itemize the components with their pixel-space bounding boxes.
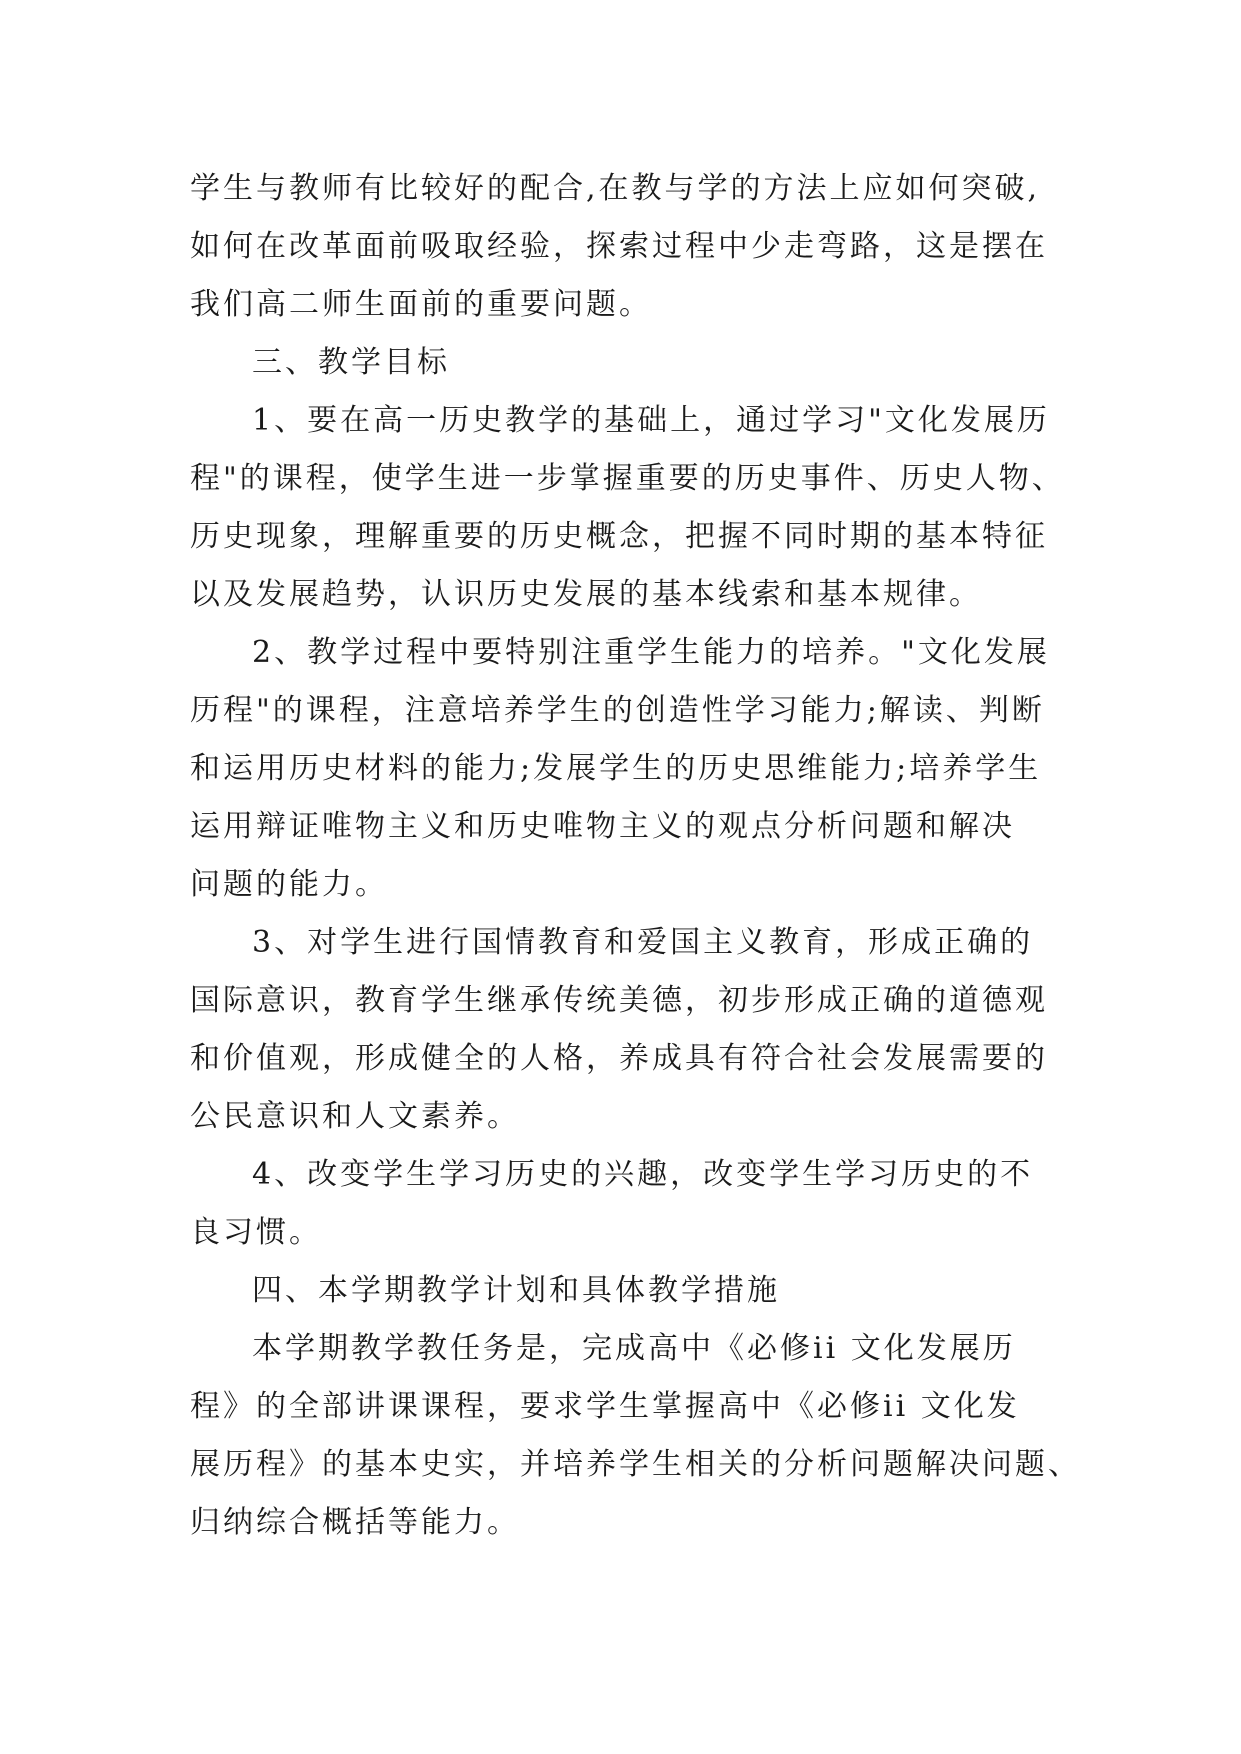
- text-line: 良习惯。: [190, 1215, 322, 1250]
- text-line: 和价值观，形成健全的人格，养成具有符合社会发展需要的: [190, 1041, 1048, 1076]
- text-line: 运用辩证唯物主义和历史唯物主义的观点分析问题和解决: [190, 809, 1015, 844]
- goal-3-first-line: 3、对学生进行国情教育和爱国主义教育，形成正确的: [252, 925, 1034, 960]
- goal-4-first-line: 4、改变学生学习历史的兴趣，改变学生学习历史的不: [252, 1157, 1034, 1192]
- text-line: 如何在改革面前吸取经验，探索过程中少走弯路，这是摆在: [190, 229, 1048, 264]
- text-line: 和运用历史材料的能力;发展学生的历史思维能力;培养学生: [190, 751, 1042, 786]
- text-line: 以及发展趋势，认识历史发展的基本线索和基本规律。: [190, 577, 982, 612]
- text-line: 历史现象，理解重要的历史概念，把握不同时期的基本特征: [190, 519, 1048, 554]
- goal-2-first-line: 2、教学过程中要特别注重学生能力的培养。"文化发展: [252, 635, 1050, 670]
- goal-1-first-line: 1、要在高一历史教学的基础上，通过学习"文化发展历: [252, 403, 1050, 438]
- text-line: 公民意识和人文素养。: [190, 1099, 520, 1134]
- text-line: 程》的全部讲课课程，要求学生掌握高中《必修ii 文化发: [190, 1389, 1020, 1424]
- body-text: [190, 160, 1090, 1552]
- plan-paragraph-first-line: 本学期教学教任务是，完成高中《必修ii 文化发展历: [252, 1331, 1016, 1366]
- text-line: 学生与教师有比较好的配合,在教与学的方法上应如何突破,: [190, 171, 1041, 206]
- text-line: 展历程》的基本史实，并培养学生相关的分析问题解决问题、: [190, 1447, 1081, 1482]
- section-heading-teaching-goals: 三、教学目标: [252, 345, 450, 380]
- text-line: 程"的课程，使学生进一步掌握重要的历史事件、历史人物、: [190, 461, 1065, 496]
- text-line: 问题的能力。: [190, 867, 388, 902]
- section-heading-semester-plan: 四、本学期教学计划和具体教学措施: [252, 1273, 780, 1308]
- text-line: 归纳综合概括等能力。: [190, 1505, 520, 1540]
- text-line: 我们高二师生面前的重要问题。: [190, 287, 652, 322]
- text-line: 国际意识，教育学生继承传统美德，初步形成正确的道德观: [190, 983, 1048, 1018]
- text-line: 历程"的课程，注意培养学生的创造性学习能力;解读、判断: [190, 693, 1045, 728]
